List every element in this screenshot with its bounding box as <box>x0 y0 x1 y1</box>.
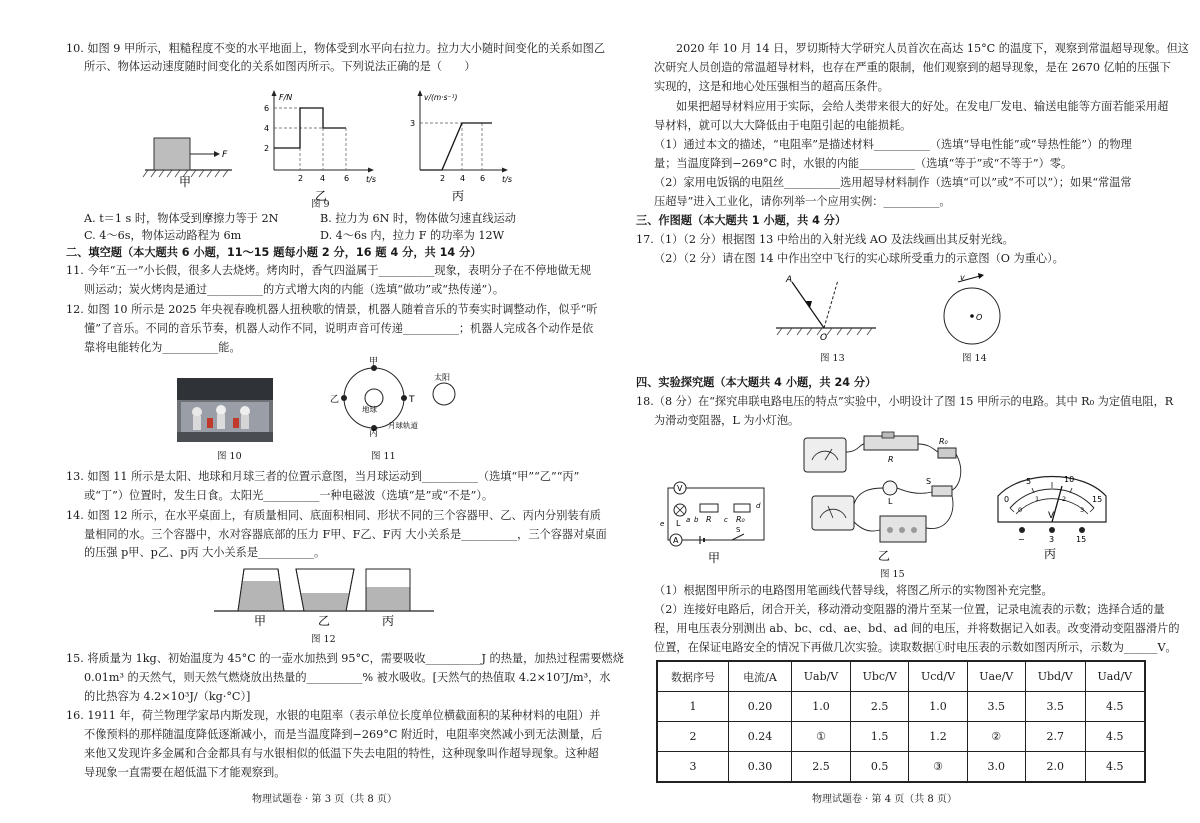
dial-tick-outer: 5 <box>1026 477 1032 486</box>
table-cell: 4.5 <box>1085 752 1145 783</box>
q10-option-b: B. 拉力为 6N 时，物体做匀速直线运动 <box>320 212 516 225</box>
lamp-device <box>883 481 897 495</box>
fig9-bing-xtick: 6 <box>480 174 486 183</box>
r0-symbol <box>734 504 750 512</box>
q10-option-a: A. t＝1 s 时，物体受到摩擦力等于 2N <box>84 212 279 225</box>
center-o-label: O <box>976 313 983 322</box>
figure-15-yi-apparatus <box>798 432 968 563</box>
fig13-caption: 图 13 <box>820 353 845 364</box>
fig9-label-yi: 乙 <box>315 189 328 203</box>
dial-tick-inner: 0 <box>1018 506 1023 514</box>
q10-line1: 10. 如图 9 甲所示，粗糙程度不变的水平地面上，物体受到水平向右拉力。拉力大小随时间变化的关系如图乙 <box>66 42 606 55</box>
q11-line1: 11. 今年“五一”小长假，很多人去烧烤。烤肉时，香气四溢属于__________现象，表明分子在不停地做无规 <box>66 264 592 277</box>
fig12-label-yi: 乙 <box>318 614 331 628</box>
table-cell: ① <box>792 722 851 752</box>
ammeter-letter: A <box>673 536 679 545</box>
q14-line1: 14. 如图 12 所示，在水平桌面上，有质量相同、底面积相同、形状不同的三个容器甲、乙、丙内分别装有质 <box>66 509 601 522</box>
position-ding: T <box>409 395 415 405</box>
q16-line2: 不像预料的那样随温度降低逐渐减小，而是当温度降到−269°C 附近时，电阻率突然减小到无法测量，后 <box>84 728 603 741</box>
dial-tick-outer: 0 <box>1004 495 1010 504</box>
q18-line2: 为滑动变阻器，L 为小灯泡。 <box>654 414 800 427</box>
q10-line2: 所示、物体运动速度随时间变化的关系如图丙所示。下列说法正确的是（ ） <box>84 60 476 73</box>
table-cell: 0.5 <box>851 752 909 783</box>
fig9-yi-xlabel: t/s <box>366 175 376 184</box>
fig9-bing-ylabel: v/(m·s⁻¹) <box>424 93 458 102</box>
fig10-caption: 图 10 <box>217 451 242 462</box>
figure-13 <box>772 272 882 342</box>
table-cell: 1.0 <box>792 692 851 722</box>
node-b: b <box>694 516 699 524</box>
table-header-cell: Uad/V <box>1085 661 1145 692</box>
fig15-caption: 图 15 <box>880 569 905 580</box>
q16-part1-line1: （1）通过本文的描述，“电阻率”是描述材料__________（选填“导电性能”或“导热性能”）的物理 <box>654 138 1132 151</box>
fig9-jia <box>143 138 232 189</box>
fig9-label-bing: 丙 <box>452 189 465 203</box>
table-cell: ③ <box>909 752 967 783</box>
fig9-yi-ylabel: F/N <box>279 93 293 102</box>
table-header-cell: Uab/V <box>792 661 851 692</box>
q11-line2: 则运动；炭火烤肉是通过__________的方式增大肉的内能（选填“做功”或“热传递”）。 <box>84 283 505 296</box>
table-cell: 3.5 <box>967 692 1025 722</box>
position-yi: 乙 <box>330 395 340 405</box>
node-d: d <box>756 502 761 510</box>
table-cell: 4.5 <box>1085 692 1145 722</box>
r0-device-label: R₀ <box>939 437 948 446</box>
table-cell: 1.0 <box>909 692 967 722</box>
sun <box>433 383 455 405</box>
right-page <box>600 0 1200 823</box>
q16-line4: 导现象一直需要在超低温下才能观察到。 <box>84 766 286 779</box>
water-bing <box>366 587 410 611</box>
point-o-label: O <box>820 333 828 343</box>
table-header-cell: Ubc/V <box>851 661 909 692</box>
fig9-bing-xtick: 2 <box>440 174 446 183</box>
table-cell: 0.30 <box>729 752 792 783</box>
rheostat-letter: R <box>706 515 712 524</box>
table-cell: 2.7 <box>1025 722 1085 752</box>
q18-part1: （1）根据图甲所示的电路图用笔画线代替导线，将图乙所示的实物图补充完整。 <box>654 584 1053 597</box>
node-e: e <box>660 520 665 528</box>
q12-line3: 靠将电能转化为__________能。 <box>84 341 241 354</box>
fig9-yi-xtick: 2 <box>298 174 304 183</box>
fig9-block <box>154 138 190 170</box>
terminal-minus: − <box>1018 535 1025 544</box>
q16-part2-line1: （2）家用电饭锅的电阻丝__________选用超导材料制作（选填“可以”或“不可以”）；如果“常温常 <box>654 176 1132 189</box>
table-cell: ② <box>967 722 1025 752</box>
q17-part1: 17.（1）（2 分）根据图 13 中给出的入射光线 AO 及法线画出其反射光线。 <box>636 233 1014 246</box>
table-header-row <box>657 661 1145 692</box>
position-bing: 丙 <box>369 429 379 439</box>
fig9-yi-graph <box>264 90 376 203</box>
fig11-caption: 图 11 <box>371 451 396 462</box>
fig12-caption: 图 12 <box>311 634 336 645</box>
section-3-heading: 三、作图题（本大题共 1 小题，共 4 分） <box>636 214 847 227</box>
fig9-label-jia: 甲 <box>179 175 192 189</box>
figure-10-photo <box>177 378 273 442</box>
passage-p1-line2: 次研究人员创造的常温超导材料，也存在严重的限制，他们观察到的超导现象，是在 2670 亿帕的压强下 <box>654 61 1171 74</box>
figure-15-jia-circuit <box>656 478 776 565</box>
fig9-bing-velocity-line <box>420 123 492 170</box>
dial-tick-outer: 15 <box>1092 495 1103 504</box>
table-row <box>657 752 1145 783</box>
r0-letter: R₀ <box>736 515 745 524</box>
fig9-bing-xtick: 4 <box>460 174 466 183</box>
q16-line3: 来他又发现许多金属和合金都具有与水银相似的低温下失去电阻的特性，这种现象叫作超导现象。这种超 <box>84 747 599 760</box>
q15-line1: 15. 将质量为 1kg、初始温度为 45°C 的一壶水加热到 95°C，需要吸收__________J 的热量，加热过程需要燃烧 <box>66 652 624 665</box>
velocity-label: v <box>960 273 965 282</box>
q13-line1: 13. 如图 11 所示是太阳、地球和月球三者的位置示意图，当月球运动到__________（选填“甲”“乙”“丙” <box>66 470 580 483</box>
fig9-yi-ytick: 2 <box>264 144 270 153</box>
q10-option-d: D. 4～6s 内，拉力 F 的功率为 12W <box>320 229 505 242</box>
rheostat-device-label: R <box>888 455 894 464</box>
point-a-label: A <box>786 275 793 285</box>
figure-9 <box>0 78 560 203</box>
q16-part1-line2: 量；当温度降到−269°C 时，水银的内能__________（选填“等于”或“不等于”）零。 <box>654 157 1073 170</box>
fig9-yi-ytick: 6 <box>264 104 270 113</box>
passage-p1-line1: 2020 年 10 月 14 日，罗切斯特大学研究人员首次在高达 15°C 的温度下，观察到常温超导现象。但这 <box>676 42 1189 55</box>
node-c: c <box>724 516 728 524</box>
water-jia <box>238 581 284 611</box>
switch-device-label: S <box>926 477 932 486</box>
table-cell: 1.5 <box>851 722 909 752</box>
terminal-15: 15 <box>1076 535 1087 544</box>
dial-tick-outer: 10 <box>1064 475 1075 484</box>
fig9-yi-xtick: 4 <box>320 174 326 183</box>
dial-tick-inner: 2 <box>1062 495 1067 503</box>
dial-tick-inner: 3 <box>1080 506 1085 514</box>
page-footer: 物理试题卷 · 第 3 页（共 8 页） <box>252 794 397 805</box>
table-cell: 1 <box>657 692 729 722</box>
page-footer: 物理试题卷 · 第 4 页（共 8 页） <box>812 794 957 805</box>
table-header-cell: Ucd/V <box>909 661 967 692</box>
table-header-cell: Uae/V <box>967 661 1025 692</box>
switch-letter: S <box>736 526 741 534</box>
table-header-cell: 数据序号 <box>657 661 729 692</box>
passage-p2-line1: 如果把超导材料应用于实际，会给人类带来很大的好处。在发电厂发电、输送电能等方面若能采用超 <box>676 100 1169 113</box>
table-header-cell: 电流/A <box>729 661 792 692</box>
fig9-bing-ytick: 3 <box>410 119 416 128</box>
fig15-label-bing: 丙 <box>1044 547 1057 561</box>
q13-line2: 或“丁”）位置时，发生日食。太阳光__________一种电磁波（选填“是”或“不是”）。 <box>84 489 494 502</box>
meter-top <box>804 438 846 472</box>
voltage-data-table <box>656 660 1146 783</box>
figure-15-bing-voltmeter <box>992 466 1112 560</box>
q17-part2: （2）（2 分）请在图 14 中作出空中飞行的实心球所受重力的示意图（O 为重心）。 <box>654 252 1064 265</box>
water-yi <box>301 593 349 611</box>
q18-part2-line2: 程，用电压表分别测出 ab、bc、cd、ae、bd、ad 间的电压，并将数据记入如表。改变滑动变阻器滑片的 <box>654 622 1180 635</box>
table-row <box>657 722 1145 752</box>
table-cell: 2.0 <box>1025 752 1085 783</box>
dial-unit: V <box>1048 511 1055 521</box>
incident-ray <box>792 282 824 328</box>
table-cell: 1.2 <box>909 722 967 752</box>
fig12-label-jia: 甲 <box>254 614 267 628</box>
section-2-heading: 二、填空题（本大题共 6 小题，11～15 题每小题 2 分，16 题 4 分，共 14 分） <box>66 246 482 259</box>
table-cell: 4.5 <box>1085 722 1145 752</box>
table-cell: 2.5 <box>792 752 851 783</box>
figure-14 <box>938 273 1018 346</box>
table-cell: 3.5 <box>1025 692 1085 722</box>
q12-line2: 懂”了音乐。不同的音乐节奏，机器人动作不同，说明声音可传递__________；机器人完成各个动作是依 <box>84 322 594 335</box>
fig9-yi-ytick: 4 <box>264 124 270 133</box>
fig9-force-label: F <box>222 150 228 160</box>
figure-12 <box>214 563 434 628</box>
switch-device <box>932 486 952 496</box>
sun-label: 太阳 <box>434 373 450 382</box>
q14-line2: 量相同的水。三个容器中，水对容器底部的压力 F甲、F乙、F丙 大小关系是__________，三个容器对桌面 <box>84 528 607 541</box>
table-cell: 3.0 <box>967 752 1025 783</box>
passage-p1-line3: 实现的，这是和地心处压强相当的超高压条件。 <box>654 80 889 93</box>
earth-label: 地球 <box>362 405 377 414</box>
voltmeter-letter: V <box>677 484 683 493</box>
fig15-label-jia: 甲 <box>708 551 721 565</box>
rheostat-symbol <box>700 504 718 512</box>
q14-line3: 的压强 p甲、p乙、p丙 大小关系是__________。 <box>84 546 326 559</box>
fig14-caption: 图 14 <box>962 353 987 364</box>
table-cell: 0.24 <box>729 722 792 752</box>
fig9-bing-graph <box>410 90 512 203</box>
lamp-device-label: L <box>888 497 893 506</box>
q18-part2-line3: 位置，在保证电路安全的情况下再做几次实验。读取数据①时电压表的示数如图丙所示，示数为______V。 <box>654 641 1177 654</box>
table-header-cell: Ubd/V <box>1025 661 1085 692</box>
node-a: a <box>686 516 691 524</box>
table-row <box>657 692 1145 722</box>
meter-left <box>812 496 854 530</box>
fig9-bing-xlabel: t/s <box>502 175 512 184</box>
q15-line3: 的比热容为 4.2×10³J/（kg·°C）] <box>84 690 251 703</box>
dial-tick-inner: 1 <box>1035 495 1040 503</box>
terminal-3: 3 <box>1049 535 1055 544</box>
r0-device <box>938 448 956 458</box>
table-cell: 3 <box>657 752 729 783</box>
q10-option-c: C. 4～6s，物体运动路程为 6m <box>84 229 242 242</box>
section-4-heading: 四、实验探究题（本大题共 4 小题，共 24 分） <box>636 376 877 389</box>
table-cell: 0.20 <box>729 692 792 722</box>
lamp-letter: L <box>676 519 681 528</box>
normal-line <box>824 280 838 328</box>
table-cell: 2.5 <box>851 692 909 722</box>
q12-line1: 12. 如图 10 所示是 2025 年央视春晚机器人扭秧歌的情景，机器人随着音乐的节奏实时调整动作，似乎“听 <box>66 303 598 316</box>
table-cell: 2 <box>657 722 729 752</box>
q15-line2: 0.01m³ 的天然气，则天然气燃烧放出热量的__________% 被水吸收。[天然气的热值取 4.2×10⁷J/m³，水 <box>84 671 611 684</box>
figure-11 <box>328 354 488 439</box>
fig9-yi-xtick: 6 <box>344 174 350 183</box>
q18-part2-line1: （2）连接好电路后，闭合开关，移动滑动变阻器的滑片至某一位置，记录电流表的示数；选择合适的量 <box>654 603 1165 616</box>
q16-line1: 16. 1911 年，荷兰物理学家昂内斯发现，水银的电阻率（表示单位长度单位横截面积的某种材料的电阻）并 <box>66 709 601 722</box>
q18-line1: 18.（8 分）在“探究串联电路电压的特点”实验中，小明设计了图 15 甲所示的电路。其中 R₀ 为定值电阻，R <box>636 395 1174 408</box>
fig12-label-bing: 丙 <box>382 614 395 628</box>
q16-part2-line2: 压超导”进入工业化，请你列举一个应用实例：__________。 <box>654 195 951 208</box>
passage-p2-line2: 导材料，就可以大大降低由于电阻引起的电能损耗。 <box>654 119 912 132</box>
orbit-label: 月球轨道 <box>388 421 418 430</box>
position-jia: 甲 <box>369 357 379 367</box>
fig15-label-yi: 乙 <box>878 549 891 563</box>
fig9-caption: 图 9 <box>311 199 330 210</box>
